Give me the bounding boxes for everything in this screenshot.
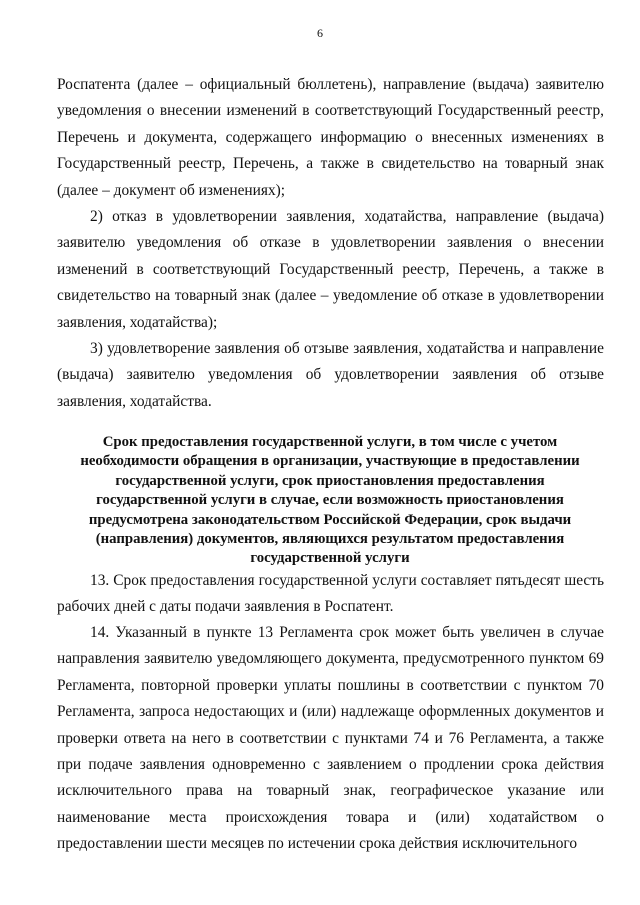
paragraph-continuation: Роспатента (далее – официальный бюллетень), направление (выдача) заявителю уведомления о внесении изменений в соответствующий Государственный реестр, Перечень и документа, содержащего информацию о внесенных изменениях в Государственный реестр, Перечень, а также в свидетельство на товарный знак (далее – документ об изменениях);: [57, 76, 604, 199]
paragraph-14: 14. Указанный в пункте 13 Регламента срок может быть увеличен в случае направления заявителю уведомляющего документа, предусмотренного пунктом 69 Регламента, повторной проверки уплаты пошлины в соответствии с пунктом 70 Регламента, запроса недостающих и (или) надлежаще оформленных документов и проверки ответа на него в соответствии с пунктами 74 и 76 Регламента, а также при подаче заявления одновременно с заявлением о продлении срока действия исключительного права на товарный знак, географическое указание или наименование места происхождения товара и (или) ходатайством о предоставлении шести месяцев по истечении срока действия исключительного: [57, 624, 604, 853]
section-heading-line: предусмотрена законодательством Российской Федерации, срок выдачи: [88, 511, 572, 528]
page-number: 6: [317, 26, 323, 40]
paragraph-item-3: 3) удовлетворение заявления об отзыве заявления, ходатайства и направление (выдача) заявителю уведомления об удовлетворении заявления об отзыве заявления, ходатайства.: [57, 340, 604, 410]
section-heading-line: (направления) документов, являющихся результатом предоставления: [95, 531, 565, 548]
section-heading: [60, 433, 600, 569]
paragraph-13: 13. Срок предоставления государственной услуги составляет пятьдесят шесть рабочих дней с даты подачи заявления в Роспатент.: [57, 572, 604, 616]
paragraph-item-2: 2) отказ в удовлетворении заявления, ходатайства, направление (выдача) заявителю уведомления об отказе в удовлетворении заявления о внесении изменений в соответствующий Государственный реестр, Перечень, а также в свидетельство на товарный знак (далее – уведомление об отказе в удовлетворении заявления, ходатайства);: [57, 208, 604, 331]
section-heading-line: необходимости обращения в организации, участвующие в предоставлении: [80, 453, 580, 470]
section-heading-line: государственной услуги: [250, 550, 410, 567]
section-heading-line: государственной услуги, срок приостановления предоставления: [115, 472, 545, 489]
section-heading-line: Срок предоставления государственной услуги, в том числе с учетом: [102, 434, 558, 450]
section-heading-line: государственной услуги в случае, если возможность приостановления: [96, 492, 564, 509]
